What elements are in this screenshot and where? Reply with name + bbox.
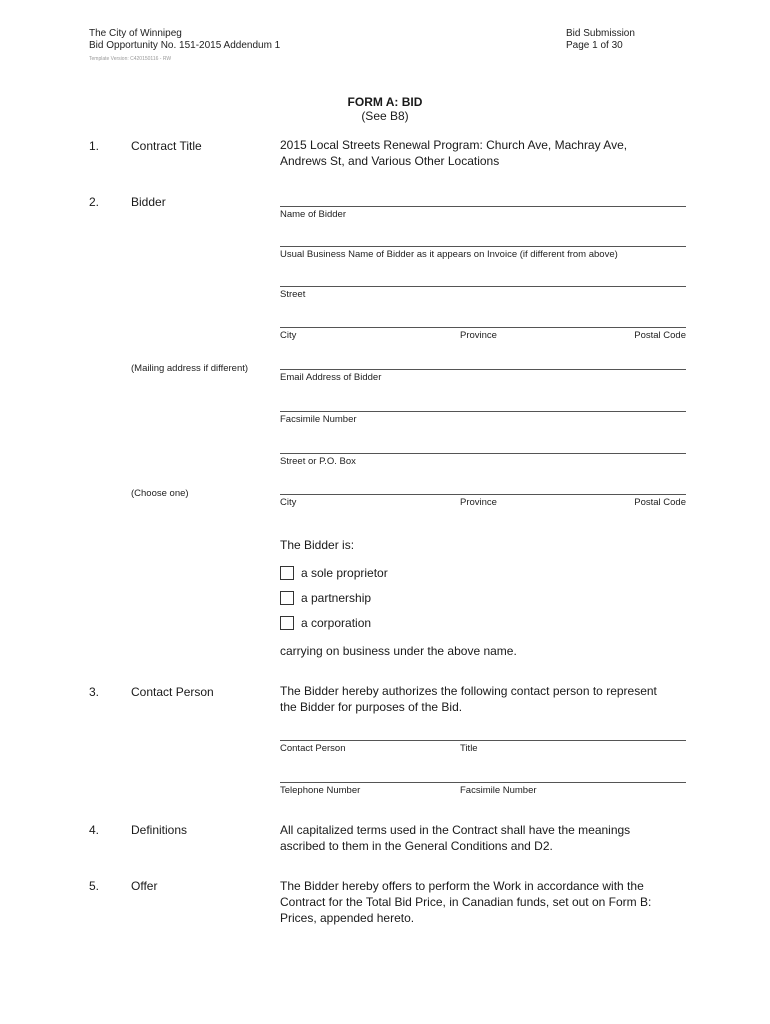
section-2-number: 2. (89, 195, 100, 209)
fax-caption: Facsimile Number (280, 414, 357, 425)
postal-code-caption: Postal Code (634, 330, 686, 341)
section-1-label: Contract Title (131, 139, 202, 153)
contact-person-text-line1: The Bidder hereby authorizes the following contact person to represent (280, 684, 657, 698)
sole-proprietor-checkbox[interactable] (280, 566, 294, 580)
partnership-checkbox[interactable] (280, 591, 294, 605)
template-version: Template Version: C420150116 - RW (89, 56, 172, 62)
form-title: FORM A: BID (347, 95, 423, 109)
contact-person-title-field[interactable] (280, 740, 686, 741)
mailing-address-note: (Mailing address if different) (131, 363, 249, 374)
fax-field[interactable] (280, 411, 686, 412)
province-caption: Province (460, 330, 497, 341)
form-subtitle: (See B8) (361, 109, 409, 123)
offer-text-line3: Prices, appended hereto. (280, 911, 415, 925)
section-1-number: 1. (89, 139, 100, 153)
telephone-caption: Telephone Number (280, 785, 361, 796)
definitions-text-line2: ascribed to them in the General Conditions and D2. (280, 839, 553, 853)
offer-text-line1: The Bidder hereby offers to perform the Work in accordance with the (280, 879, 644, 893)
city-caption: City (280, 330, 297, 341)
header-bid-opportunity: Bid Opportunity No. 151-2015 Addendum 1 (89, 40, 281, 51)
bidder-is-label: The Bidder is: (280, 538, 355, 552)
usual-business-name-caption: Usual Business Name of Bidder as it appears on Invoice (if different from above) (280, 249, 618, 260)
offer-text-line2: Contract for the Total Bid Price, in Canadian funds, set out on Form B: (280, 895, 652, 909)
corporation-checkbox[interactable] (280, 616, 294, 630)
contract-title-line2: Andrews St, and Various Other Locations (280, 154, 500, 168)
corporation-label: a corporation (301, 616, 372, 630)
city-province-postal-field[interactable] (280, 327, 686, 328)
contact-person-caption: Contact Person (280, 743, 346, 754)
section-2-label: Bidder (131, 195, 166, 209)
contact-person-text-line2: the Bidder for purposes of the Bid. (280, 700, 463, 714)
section-3-label: Contact Person (131, 685, 214, 699)
section-5-label: Offer (131, 879, 158, 893)
email-field[interactable] (280, 369, 686, 370)
name-of-bidder-caption: Name of Bidder (280, 209, 347, 220)
usual-business-name-field[interactable] (280, 246, 686, 247)
header-page-number: Page 1 of 30 (566, 40, 623, 51)
mailing-city-province-postal-field[interactable] (280, 494, 686, 495)
city-caption-2: City (280, 497, 297, 508)
section-4-number: 4. (89, 823, 100, 837)
email-caption: Email Address of Bidder (280, 372, 382, 383)
choose-one-note: (Choose one) (131, 488, 189, 499)
section-5-number: 5. (89, 879, 100, 893)
partnership-label: a partnership (301, 591, 372, 605)
sole-proprietor-label: a sole proprietor (301, 566, 388, 580)
header-city: The City of Winnipeg (89, 28, 182, 39)
section-3-number: 3. (89, 685, 100, 699)
street-caption: Street (280, 289, 306, 300)
name-of-bidder-field[interactable] (280, 206, 686, 207)
street-field[interactable] (280, 286, 686, 287)
postal-code-caption-2: Postal Code (634, 497, 686, 508)
header-bid-submission: Bid Submission (566, 28, 635, 39)
carrying-on-business-text: carrying on business under the above name. (280, 644, 517, 658)
definitions-text-line1: All capitalized terms used in the Contract shall have the meanings (280, 823, 631, 837)
telephone-fax-field[interactable] (280, 782, 686, 783)
contract-title-line1: 2015 Local Streets Renewal Program: Church Ave, Machray Ave, (280, 138, 628, 152)
province-caption-2: Province (460, 497, 497, 508)
street-po-field[interactable] (280, 453, 686, 454)
street-po-caption: Street or P.O. Box (280, 456, 356, 467)
title-caption: Title (460, 743, 478, 754)
section-4-label: Definitions (131, 823, 188, 837)
contact-fax-caption: Facsimile Number (460, 785, 537, 796)
